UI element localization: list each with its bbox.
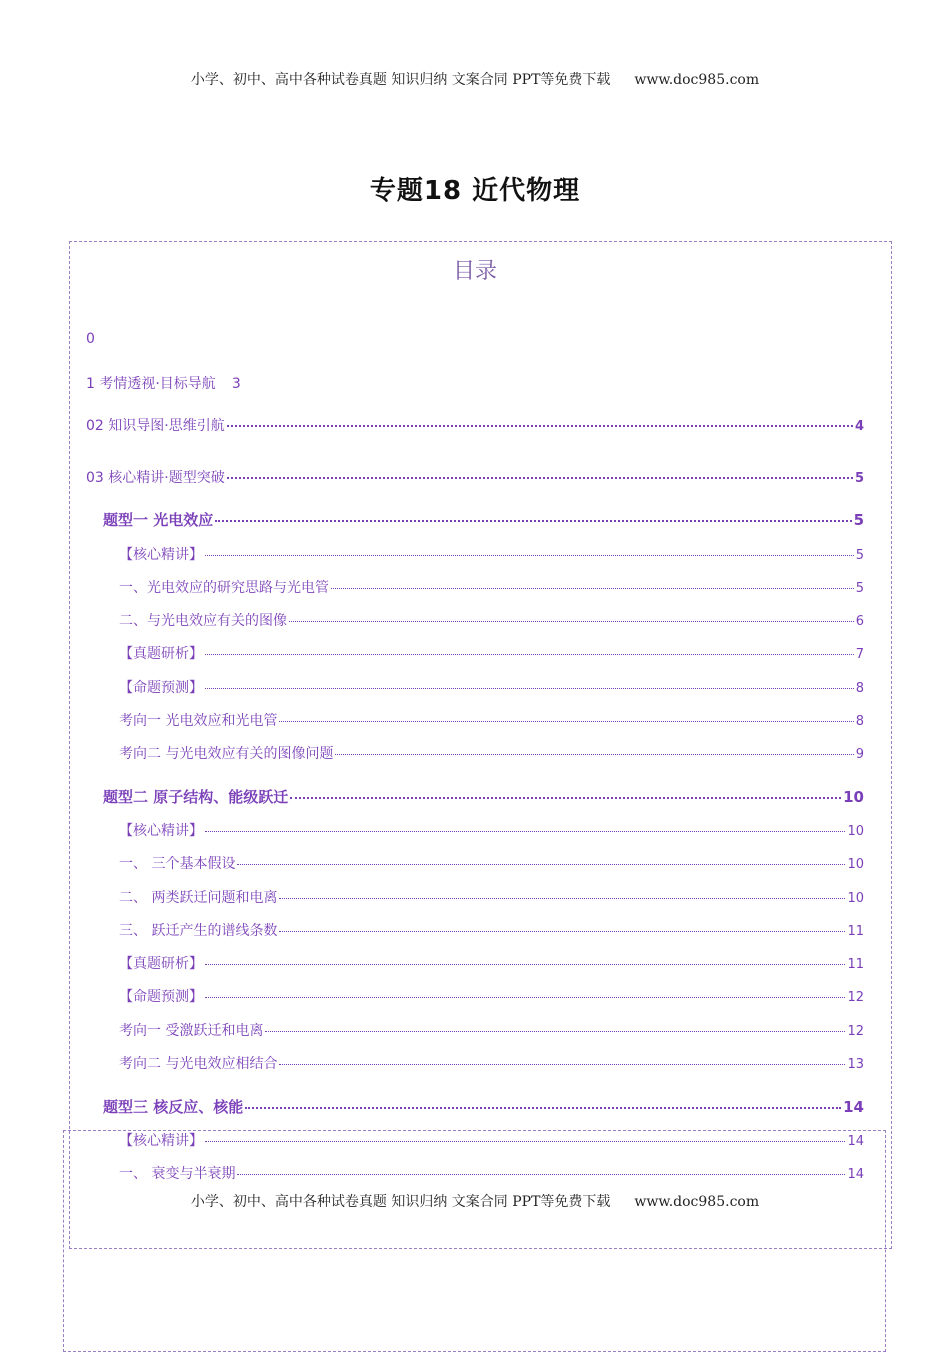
leader-dots xyxy=(205,555,854,556)
header-banner xyxy=(0,69,950,89)
leader-dots xyxy=(227,425,853,427)
toc-entry-label: 考向二 与光电效应有关的图像问题 xyxy=(119,746,334,762)
toc-entry[interactable] xyxy=(119,820,864,840)
leader-dots xyxy=(279,898,845,899)
toc-entry-label: 一、光电效应的研究思路与光电管 xyxy=(119,580,329,596)
toc-entry-page: 8 xyxy=(855,714,864,729)
toc-entry[interactable] xyxy=(119,710,864,730)
toc-entry[interactable] xyxy=(119,1020,864,1040)
toc-entry-label: 题型一 光电效应 xyxy=(103,511,214,529)
toc-entry-label: 三、 跃迁产生的谱线条数 xyxy=(119,923,278,939)
toc-entry-page: 10 xyxy=(847,857,864,872)
toc-entry-page: 11 xyxy=(847,924,864,939)
toc-entry-page: 14 xyxy=(847,1134,864,1149)
toc-entry[interactable] xyxy=(119,743,864,763)
toc-entry-label: 【真题研析】 xyxy=(119,646,203,662)
toc-entry[interactable] xyxy=(119,1130,864,1150)
toc-entry[interactable] xyxy=(103,1096,864,1117)
toc-entry-label: 【真题研析】 xyxy=(119,956,203,972)
toc-entry-label: 【命题预测】 xyxy=(119,680,203,696)
toc-entry-page: 9 xyxy=(855,747,864,762)
leader-dots xyxy=(205,997,845,998)
toc-entry-label: 考向一 受激跃迁和电离 xyxy=(119,1023,264,1039)
toc-entry-label: 二、与光电效应有关的图像 xyxy=(119,613,287,629)
toc-entry[interactable] xyxy=(119,577,864,597)
leader-dots xyxy=(227,477,853,479)
leader-dots xyxy=(237,1174,845,1175)
toc-item-1[interactable] xyxy=(86,373,241,393)
toc-entry-label: 一、 三个基本假设 xyxy=(119,856,236,872)
toc-entry-label: 03 核心精讲·题型突破 xyxy=(86,470,225,486)
leader-dots xyxy=(215,520,851,522)
toc-entry-label: 【核心精讲】 xyxy=(119,547,203,563)
toc-entry-page: 7 xyxy=(855,647,864,662)
banner-text: 小学、初中、高中各种试卷真题 知识归纳 文案合同 PPT等免费下载 xyxy=(190,1194,611,1210)
banner-site-link[interactable]: www.doc985.com xyxy=(634,1194,760,1210)
toc-entry-page: 5 xyxy=(854,471,864,486)
toc-entry-page: 14 xyxy=(847,1167,864,1182)
toc-item-page: 3 xyxy=(231,376,241,392)
leader-dots xyxy=(205,1141,845,1142)
leader-dots xyxy=(265,1031,845,1032)
banner-text: 小学、初中、高中各种试卷真题 知识归纳 文案合同 PPT等免费下载 xyxy=(190,72,611,88)
toc-entry-page: 10 xyxy=(843,788,864,806)
toc-entry-page: 4 xyxy=(854,419,864,434)
toc-entry-page: 5 xyxy=(855,581,864,596)
toc-entry-page: 14 xyxy=(843,1098,864,1116)
leader-dots xyxy=(279,1064,845,1065)
toc-entry-page: 10 xyxy=(847,891,864,906)
toc-entry[interactable] xyxy=(119,920,864,940)
leader-dots xyxy=(205,964,845,965)
leader-dots xyxy=(237,864,845,865)
leader-dots xyxy=(335,754,853,755)
toc-entry[interactable] xyxy=(119,853,864,873)
toc-entry[interactable] xyxy=(119,643,864,663)
toc-entry[interactable] xyxy=(119,677,864,697)
toc-entry[interactable] xyxy=(119,986,864,1006)
toc-entry-label: 02 知识导图·思维引航 xyxy=(86,418,225,434)
toc-entry-page: 8 xyxy=(855,681,864,696)
toc-entry[interactable] xyxy=(86,467,864,487)
toc-item-label: 1 考情透视·目标导航 xyxy=(86,376,216,392)
toc-entry[interactable] xyxy=(103,509,864,530)
toc-entry-page: 13 xyxy=(847,1057,864,1072)
toc-entry-label: 二、 两类跃迁问题和电离 xyxy=(119,890,278,906)
toc-entry-page: 12 xyxy=(847,990,864,1005)
toc-entry-page: 5 xyxy=(853,511,864,529)
leader-dots xyxy=(331,588,854,589)
toc-entry-label: 【核心精讲】 xyxy=(119,1133,203,1149)
toc-entry-label: 【命题预测】 xyxy=(119,989,203,1005)
toc-entry-page: 6 xyxy=(855,614,864,629)
toc-entry-label: 题型三 核反应、核能 xyxy=(103,1098,244,1116)
toc-entry-label: 考向一 光电效应和光电管 xyxy=(119,713,278,729)
toc-entry[interactable] xyxy=(119,1163,864,1183)
toc-entry[interactable] xyxy=(119,544,864,564)
document-title: 专题18 近代物理 xyxy=(369,176,581,206)
toc-item-0[interactable] xyxy=(86,331,95,347)
leader-dots xyxy=(205,654,854,655)
leader-dots xyxy=(205,688,854,689)
leader-dots xyxy=(290,797,841,799)
toc-entry[interactable] xyxy=(119,887,864,907)
leader-dots xyxy=(245,1107,841,1109)
footer-banner xyxy=(0,1191,950,1211)
toc-entry-page: 5 xyxy=(855,548,864,563)
toc-entry[interactable] xyxy=(103,786,864,807)
leader-dots xyxy=(289,621,854,622)
toc-entry[interactable] xyxy=(119,1053,864,1073)
toc-entry[interactable] xyxy=(119,953,864,973)
toc-entry-page: 11 xyxy=(847,957,864,972)
leader-dots xyxy=(279,931,845,932)
toc-heading: 目录 xyxy=(452,259,497,284)
leader-dots xyxy=(205,831,845,832)
toc-entry-label: 考向二 与光电效应相结合 xyxy=(119,1056,278,1072)
toc-entry-label: 一、 衰变与半衰期 xyxy=(119,1166,236,1182)
toc-entry-page: 10 xyxy=(847,824,864,839)
leader-dots xyxy=(279,721,853,722)
toc-entry-page: 12 xyxy=(847,1024,864,1039)
toc-entry[interactable] xyxy=(86,415,864,435)
toc-entry[interactable] xyxy=(119,610,864,630)
toc-item-label: 0 xyxy=(86,331,95,347)
toc-entry-label: 题型二 原子结构、能级跃迁 xyxy=(103,788,289,806)
banner-site-link[interactable]: www.doc985.com xyxy=(634,72,760,88)
toc-entry-label: 【核心精讲】 xyxy=(119,823,203,839)
